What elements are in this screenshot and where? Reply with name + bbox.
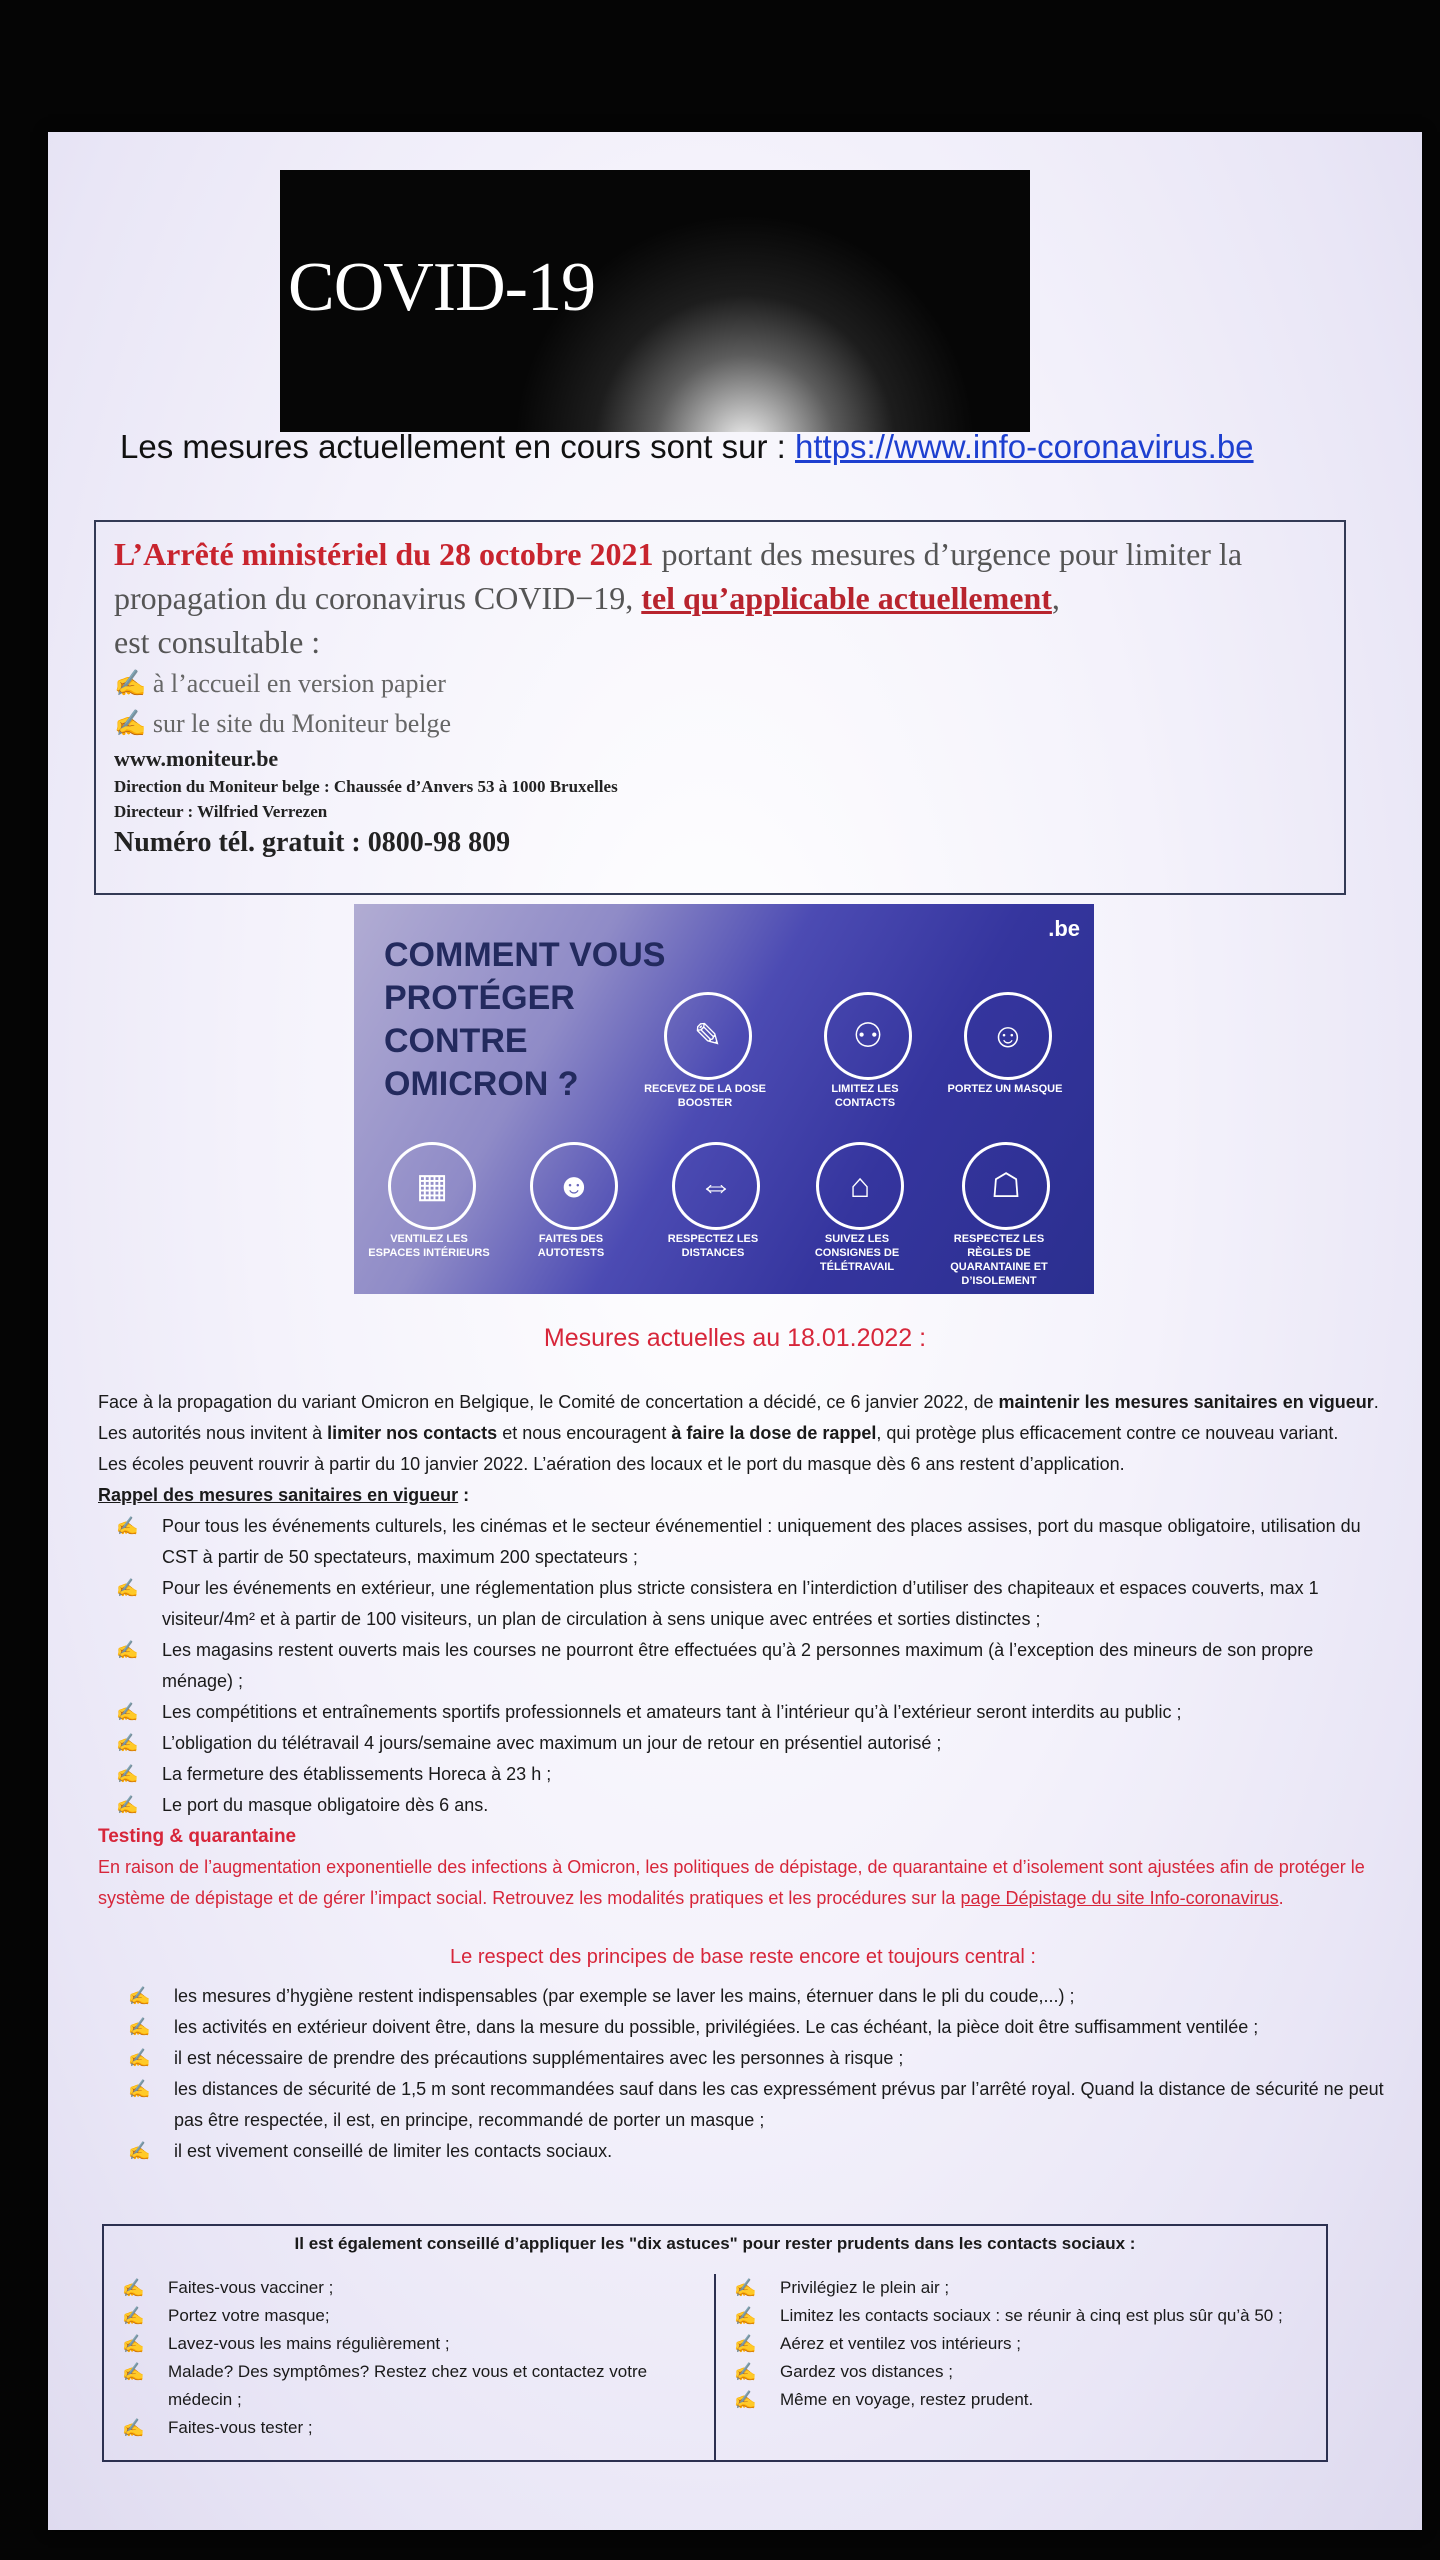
list-item: ✍ L’obligation du télétravail 4 jours/semaine avec maximum un jour de retour en présentiel autorisé ; — [116, 1728, 1388, 1759]
list-item: ✍ Faites-vous tester ; — [122, 2414, 714, 2442]
ten-tips-box — [102, 2224, 1328, 2462]
writing-hand-icon: ✍ — [122, 2418, 145, 2438]
tips-title: Il est également conseillé d’appliquer les "dix astuces" pour rester prudents dans les contacts sociaux : — [294, 2234, 1136, 2253]
list-item: ✍ La fermeture des établissements Horeca à 23 h ; — [116, 1759, 1388, 1790]
arrete-box — [94, 520, 1346, 895]
syringe-icon: ✎ — [664, 992, 752, 1080]
list-item: ✍ les mesures d’hygiène restent indispensables (par exemple se laver les mains, éternuer dans le pli du coude,...) ; — [128, 1981, 1388, 2012]
list-item: ✍ Faites-vous vacciner ; — [122, 2274, 714, 2302]
moniteur-direction: Direction du Moniteur belge : Chaussée d’Anvers 53 à 1000 Bruxelles — [114, 777, 618, 796]
list-item: ✍ il est vivement conseillé de limiter les contacts sociaux. — [128, 2136, 1388, 2167]
mesures-paragraph-2: Les écoles peuvent rouvrir à partir du 10 janvier 2022. L’aération des locaux et le port du masque dès 6 ans restent d’application. — [98, 1454, 1125, 1474]
arrete-title-rest: portant des mesures d’urgence pour limiter la propagation du coronavirus COVID−19, — [114, 536, 1243, 616]
distance-icon: ⇔ — [672, 1142, 760, 1230]
writing-hand-icon: ✍ — [116, 1733, 139, 1753]
list-item: ✍ Le port du masque obligatoire dès 6 ans. — [116, 1790, 1388, 1821]
icon-label-distances: RESPECTEZ LES DISTANCES — [667, 1233, 759, 1259]
respect-list — [98, 1981, 1388, 2167]
covid-banner-image — [280, 170, 1030, 432]
writing-hand-icon: ✍ — [116, 1702, 139, 1722]
writing-hand-icon: ✍ — [128, 2141, 151, 2161]
list-item: ✍ Portez votre masque; — [122, 2302, 714, 2330]
writing-hand-icon: ✍ — [734, 2278, 757, 2298]
free-phone-number: Numéro tél. gratuit : 0800-98 809 — [114, 827, 511, 858]
arrete-comma: , — [1051, 580, 1060, 616]
moniteur-website: www.moniteur.be — [114, 746, 279, 771]
list-item: ✍ Gardez vos distances ; — [734, 2358, 1328, 2386]
writing-hand-icon: ✍ — [116, 1764, 139, 1784]
icon-label-telework: SUIVEZ LES CONSIGNES DE TÉLÉTRAVAIL — [814, 1233, 900, 1273]
writing-hand-icon: ✍ — [734, 2362, 757, 2382]
list-item: ✍ Privilégiez le plein air ; — [734, 2274, 1328, 2302]
moniteur-directeur: Directeur : Wilfried Verrezen — [114, 802, 328, 821]
testing-paragraph: En raison de l’augmentation exponentielle des infections à Omicron, les politiques de dépistage, de quarantaine et d’isolement sont ajustées afin de protéger le système de dépistage et de gérer l’impact social. Retrouvez les modalités pratiques et les procédures sur la page Dépistage du site Info-coronavirus. — [98, 1857, 1365, 1908]
writing-hand-icon: ✍ — [122, 2306, 145, 2326]
writing-hand-icon: ✍ — [116, 1640, 139, 1660]
writing-hand-icon: ✍ — [122, 2362, 145, 2382]
mesures-body — [98, 1387, 1388, 2167]
list-item: ✍ Limitez les contacts sociaux : se réunir à cinq est plus sûr qu’à 50 ; — [734, 2302, 1328, 2330]
icon-label-quarantine: RESPECTEZ LES RÈGLES DE QUARANTAINE ET D’ISOLEMENT — [950, 1233, 1048, 1287]
writing-hand-icon: ✍ — [122, 2278, 145, 2298]
current-measures-text: Les mesures actuellement en cours sont sur : — [120, 428, 795, 465]
poster-sheet — [48, 132, 1422, 2530]
tips-right-column — [716, 2274, 1328, 2460]
list-item: ✍ Pour les événements en extérieur, une réglementation plus stricte consistera en l’interdiction d’utiliser des chapiteaux et espaces couverts, max 1 visiteur/4m² et à partir de 100 visiteurs, un plan de circulation à sens unique avec entrées et sorties distinctes ; — [116, 1573, 1388, 1635]
icon-label-contacts: LIMITEZ LES CONTACTS — [831, 1083, 899, 1109]
home-icon: ⌂ — [816, 1142, 904, 1230]
mesures-title: Mesures actuelles au 18.01.2022 : — [543, 1324, 927, 1352]
list-item: ✍ il est nécessaire de prendre des précautions supplémentaires avec les personnes à risque ; — [128, 2043, 1388, 2074]
list-item: ✍ les distances de sécurité de 1,5 m sont recommandées sauf dans les cas expressément prévus par l’arrêté royal. Quand la distance de sécurité ne peut pas être respectée, il est, en principe, recommandé de porter un masque ; — [128, 2074, 1388, 2136]
list-item: ✍ Malade? Des symptômes? Restez chez vous et contactez votre médecin ; — [122, 2358, 714, 2414]
icon-label-ventilate: VENTILEZ LES ESPACES INTÉRIEURS — [368, 1233, 490, 1259]
banner-title: COVID-19 — [288, 249, 595, 326]
list-item: ✍ Même en voyage, restez prudent. — [734, 2386, 1328, 2414]
writing-hand-icon: ✍ — [122, 2334, 145, 2354]
icon-label-mask: PORTEZ UN MASQUE — [947, 1083, 1063, 1095]
arrete-consultable: est consultable : — [114, 624, 321, 660]
writing-hand-icon: ✍ — [128, 2079, 151, 2099]
writing-hand-icon: ✍ — [128, 1986, 151, 2006]
mask-icon: ☺ — [964, 992, 1052, 1080]
list-item: ✍ Lavez-vous les mains régulièrement ; — [122, 2330, 714, 2358]
testing-heading: Testing & quarantaine — [98, 1826, 297, 1847]
window-icon: ▦ — [388, 1142, 476, 1230]
be-logo: .be — [1048, 916, 1080, 941]
depistage-link[interactable]: page Dépistage du site Info-coronavirus — [960, 1888, 1279, 1908]
list-item: ✍ Pour tous les événements culturels, les cinémas et le secteur événementiel : uniquement des places assises, port du masque obligatoire, utilisation du CST à partir de 50 spectateurs, maximum 200 spectateurs ; — [116, 1511, 1388, 1573]
writing-hand-icon: ✍ — [734, 2306, 757, 2326]
arrete-bullet-1: ✍ à l’accueil en version papier — [114, 669, 446, 698]
current-measures-line — [120, 428, 1360, 466]
tips-left-column — [104, 2274, 716, 2460]
writing-hand-icon: ✍ — [114, 669, 147, 698]
writing-hand-icon: ✍ — [128, 2017, 151, 2037]
arrete-bullet-2: ✍ sur le site du Moniteur belge — [114, 709, 452, 738]
quarantine-icon: ☖ — [962, 1142, 1050, 1230]
arrete-lead — [114, 532, 1326, 664]
writing-hand-icon: ✍ — [114, 709, 147, 738]
respect-title: Le respect des principes de base reste encore et toujours central : — [450, 1946, 1036, 1968]
writing-hand-icon: ✍ — [734, 2390, 757, 2410]
mesures-paragraph-1: Face à la propagation du variant Omicron en Belgique, le Comité de concertation a décidé, ce 6 janvier 2022, de maintenir les mesures sanitaires en vigueur. Les autorités nous invitent à limiter nos contacts et nous encouragent à faire la dose de rappel, qui protège plus efficacement contre ce nouveau variant. — [98, 1392, 1379, 1443]
info-coronavirus-link[interactable]: https://www.info-coronavirus.be — [795, 428, 1254, 465]
list-item: ✍ Les compétitions et entraînements sportifs professionnels et amateurs tant à l’intérieur qu’à l’extérieur seront interdits au public ; — [116, 1697, 1388, 1728]
omicron-title: COMMENT VOUS PROTÉGER CONTRE OMICRON ? — [384, 936, 666, 1103]
rappel-heading: Rappel des mesures sanitaires en vigueur : — [98, 1485, 470, 1505]
arrete-applicable-link[interactable]: tel qu’applicable actuellement — [641, 580, 1052, 616]
icon-label-booster: RECEVEZ DE LA DOSE BOOSTER — [644, 1083, 766, 1109]
omicron-infographic — [354, 904, 1094, 1294]
list-item: ✍ les activités en extérieur doivent être, dans la mesure du possible, privilégiées. Le cas échéant, la pièce doit être suffisamment ventilée ; — [128, 2012, 1388, 2043]
writing-hand-icon: ✍ — [128, 2048, 151, 2068]
icon-label-autotests: FAITES DES AUTOTESTS — [537, 1233, 605, 1259]
people-icon: ⚇ — [824, 992, 912, 1080]
list-item: ✍ Les magasins restent ouverts mais les courses ne pourront être effectuées qu’à 2 personnes maximum (à l’exception des mineurs de son propre ménage) ; — [116, 1635, 1388, 1697]
writing-hand-icon: ✍ — [116, 1516, 139, 1536]
writing-hand-icon: ✍ — [116, 1795, 139, 1815]
rappel-list — [98, 1511, 1388, 1821]
arrete-title: L’Arrêté ministériel du 28 octobre 2021 — [114, 536, 654, 572]
test-icon: ☻ — [530, 1142, 618, 1230]
writing-hand-icon: ✍ — [116, 1578, 139, 1598]
writing-hand-icon: ✍ — [734, 2334, 757, 2354]
list-item: ✍ Aérez et ventilez vos intérieurs ; — [734, 2330, 1328, 2358]
